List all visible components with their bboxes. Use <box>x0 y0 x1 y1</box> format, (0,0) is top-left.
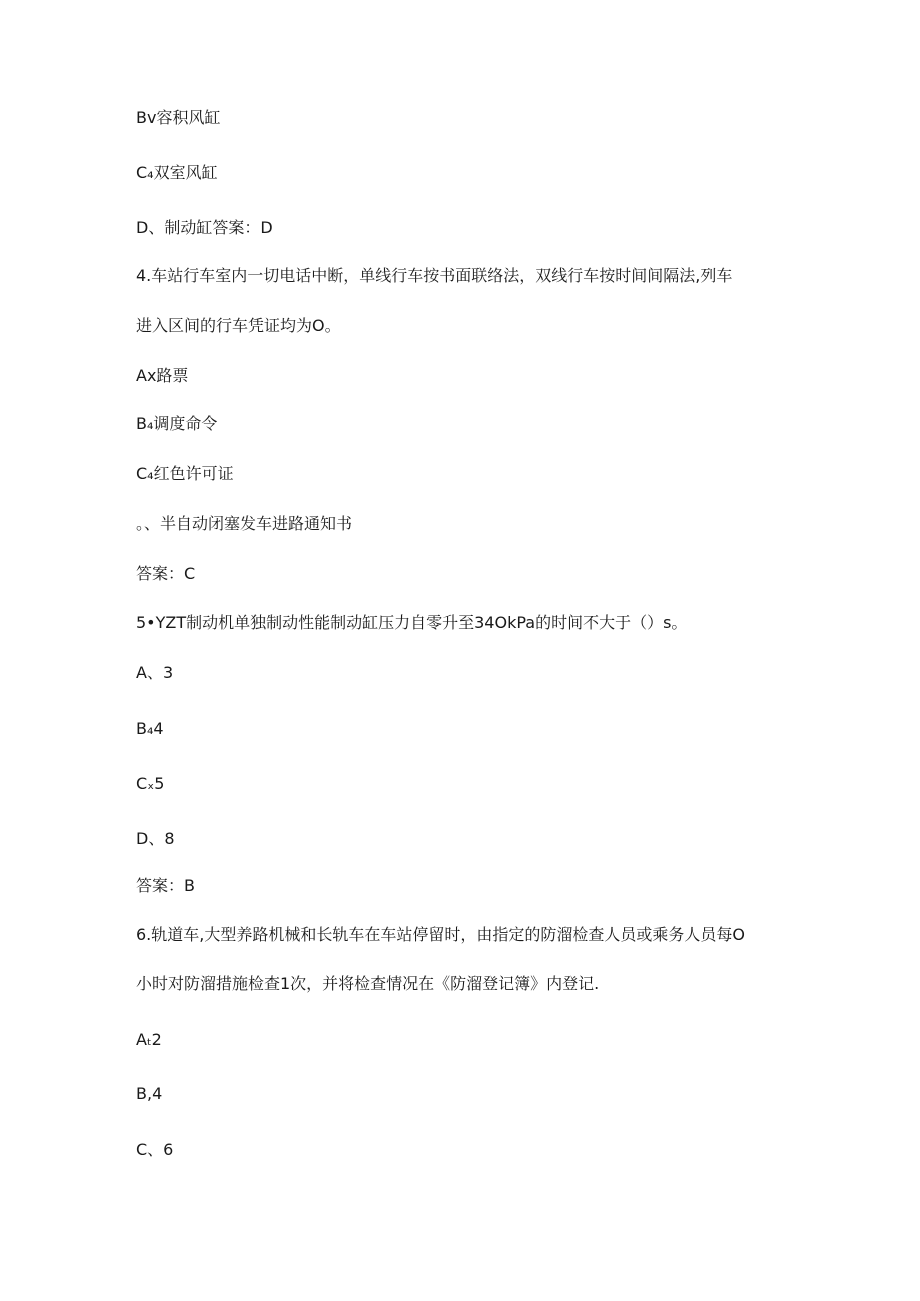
q6-stem-line-1: 6.轨道车,大型养路机械和长轨车在车站停留时，由指定的防溜检查人员或乘务人员每O <box>136 925 745 944</box>
q5-option-a: A、3 <box>136 663 174 682</box>
q5-stem: 5•YZT制动机单独制动性能制动缸压力自零升至34OkPa的时间不大于（）s。 <box>136 613 688 632</box>
q6-stem-line-2: 小时对防溜措施检查1次，并将检查情况在《防溜登记簿》内登记. <box>136 974 600 993</box>
q4-option-a: Ax路票 <box>136 366 189 385</box>
q6-option-b: B,4 <box>136 1084 163 1103</box>
q4-stem-line-2: 进入区间的行车凭证均为O。 <box>136 316 341 335</box>
q5-answer: 答案：B <box>136 876 195 895</box>
q5-option-d: D、8 <box>136 829 175 848</box>
q5-option-b: B₄4 <box>136 719 164 738</box>
q3-option-c: C₄双室风缸 <box>136 163 218 182</box>
q3-option-b: Bv容积风缸 <box>136 108 221 127</box>
q4-option-c: C₄红色许可证 <box>136 464 234 483</box>
q4-option-b: B₄调度命令 <box>136 414 218 433</box>
q4-stem-line-1: 4.车站行车室内一切电话中断，单线行车按书面联络法，双线行车按时间间隔法,列车 <box>136 266 733 285</box>
q3-option-d-answer: D、制动缸答案：D <box>136 218 273 237</box>
q6-option-c: C、6 <box>136 1140 174 1159</box>
q5-option-c: Cₓ5 <box>136 774 165 793</box>
q4-answer: 答案：C <box>136 564 196 583</box>
q6-option-a: Aₜ2 <box>136 1030 162 1049</box>
q4-option-d: 。、半自动闭塞发车进路通知书 <box>136 514 353 533</box>
